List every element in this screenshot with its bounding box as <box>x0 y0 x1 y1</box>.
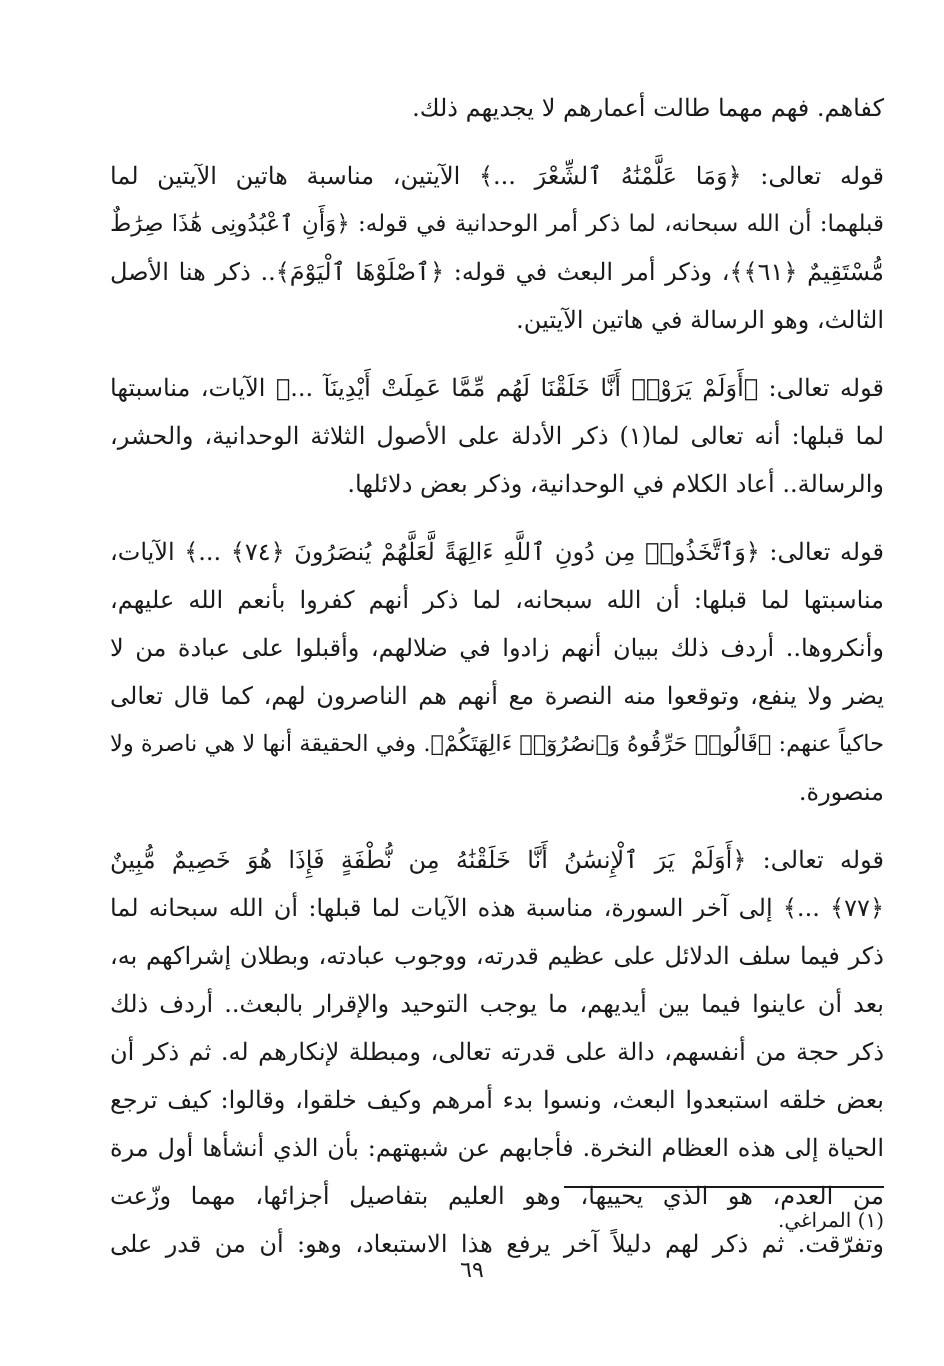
text-line: مناسبتها لما قبلها: أن الله سبحانه، لما ذكر أنهم كفروا بأنعم الله عليهم، <box>110 586 884 614</box>
page-number: ٦٩ <box>460 1258 484 1283</box>
body-text <box>110 84 884 1268</box>
text-line: يضر ولا ينفع، وتوقعوا منه النصرة مع أنهم هم الناصرون لهم، كما قال تعالى <box>110 682 884 710</box>
text-line: ذكر فيما سلف الدلائل على عظيم قدرته، ووجوب عبادته، وبطلان إشراكهم به، <box>110 942 884 970</box>
text-line: والرسالة.. أعاد الكلام في الوحدانية، وذكر بعض دلائلها. <box>347 470 884 498</box>
paragraph-1 <box>110 84 884 132</box>
text-line: من العدم، هو الذي يحييها، وهو العليم بتفاصيل أجزائها، مهما وزّعت <box>110 1182 884 1210</box>
text-line: لما قبلها: أنه تعالى لما(١) ذكر الأدلة على الأصول الثلاثة الوحدانية، والحشر، <box>110 422 885 450</box>
text-line: بعض خلقه استبعدوا البعث، ونسوا بدء أمرهم وكيف خلقوا، وقالوا: كيف ترجع <box>110 1086 884 1114</box>
text-line: وأنكروها.. أردف ذلك ببيان أنهم زادوا في ضلالهم، وأقبلوا على عبادة من لا <box>110 634 884 662</box>
text-line: وتفرّقت. ثم ذكر لهم دليلاً آخر يرفع هذا الاستبعاد، وهو: أن من قدر على <box>110 1230 884 1258</box>
footnote <box>484 1204 884 1236</box>
text-line: ذكر حجة من أنفسهم، دالة على قدرته تعالى، ومبطلة لإنكارهم له. ثم ذكر أن <box>110 1038 884 1066</box>
text-line: كفاهم. فهم مهما طالت أعمارهم لا يجديهم ذلك. <box>412 94 884 122</box>
text-line: ﴿٧٧﴾ ...﴾ إلى آخر السورة، مناسبة هذه الآيات لما قبلها: أن الله سبحانه لما <box>110 894 884 922</box>
paragraph-3 <box>110 364 884 508</box>
paragraph-2 <box>110 152 884 344</box>
text-line: مُّسْتَقِيمٌ ﴿٦١﴾﴾، وذكر أمر البعث في قوله: ﴿ٱصْلَوْهَا ٱلْيَوْمَ﴾.. ذكر هنا الأصل <box>110 258 884 286</box>
text-line: قوله تعالى: ﴿أَوَلَمْ يَرَوْا۟ أَنَّا خَلَقْنَا لَهُم مِّمَّا عَمِلَتْ أَيْدِينَآ ...﴾ الآيات، مناسبتها <box>110 374 884 402</box>
text-line: بعد أن عاينوا فيما بين أيديهم، ما يوجب التوحيد والإقرار بالبعث.. أردف ذلك <box>110 990 884 1018</box>
text-line: حاكياً عنهم: ﴿قَالُوا۟ حَرِّقُوهُ وَٱنصُرُوٓا۟ ءَالِهَتَكُمْ﴾. وفي الحقيقة أنها لا هي ناصرة ولا <box>110 731 884 757</box>
footnote-marker: (١) <box>857 1208 884 1232</box>
text-line: قبلهما: أن الله سبحانه، لما ذكر أمر الوحدانية في قوله: ﴿وَأَنِ ٱعْبُدُونِى هَٰذَا صِرَٰطٌ <box>110 211 884 237</box>
text-line: قوله تعالى: ﴿أَوَلَمْ يَرَ ٱلْإِنسَٰنُ أَنَّا خَلَقْنَٰهُ مِن نُّطْفَةٍ فَإِذَا هُوَ خَصِيمٌ مُّبِينٌ <box>110 846 884 874</box>
text-line: قوله تعالى: ﴿وَٱتَّخَذُوا۟ مِن دُونِ ٱللَّهِ ءَالِهَةً لَّعَلَّهُمْ يُنصَرُونَ ﴿٧٤﴾ ...﴾ الآيات، <box>110 538 884 566</box>
text-line: الحياة إلى هذه العظام النخرة. فأجابهم عن شبهتهم: بأن الذي أنشأها أول مرة <box>110 1134 884 1162</box>
text-line: الثالث، وهو الرسالة في هاتين الآيتين. <box>516 306 884 334</box>
footnote-text: المراغي. <box>777 1208 852 1232</box>
text-line: منصورة. <box>798 778 884 806</box>
paragraph-4 <box>110 528 884 816</box>
footnote-divider <box>564 1186 884 1188</box>
text-line: قوله تعالى: ﴿وَمَا عَلَّمْنَٰهُ ٱلشِّعْرَ ...﴾ الآيتين، مناسبة هاتين الآيتين لما <box>110 162 884 190</box>
